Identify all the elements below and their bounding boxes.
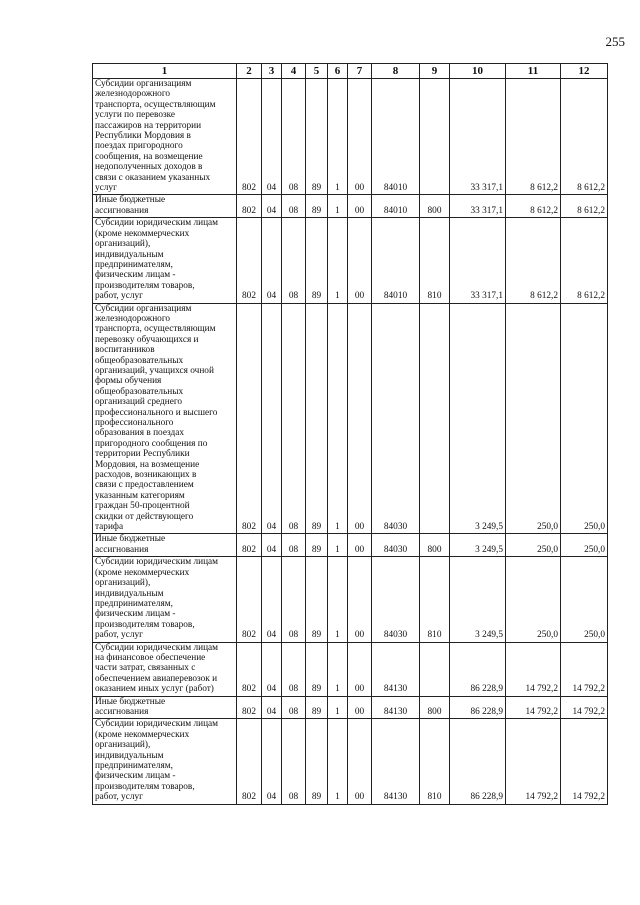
subsection-cell: 08 bbox=[282, 719, 306, 804]
event-cell: 00 bbox=[348, 534, 372, 557]
expense-type-cell bbox=[420, 642, 450, 696]
expense-name-cell bbox=[93, 642, 237, 696]
expense-name-line: указанным категориям bbox=[95, 490, 185, 501]
section-cell: 04 bbox=[262, 696, 282, 719]
amount-year3-cell: 14 792,2 bbox=[561, 642, 608, 696]
column-header-7: 7 bbox=[348, 64, 372, 79]
expense-name-line: предпринимателям, bbox=[95, 761, 173, 771]
column-header-3: 3 bbox=[262, 64, 282, 79]
expense-name-line: образования в поездах bbox=[95, 428, 185, 439]
expense-name-line: Иные бюджетные bbox=[95, 696, 166, 707]
ministry-code-cell: 802 bbox=[237, 719, 262, 804]
amount-year3-cell: 14 792,2 bbox=[561, 719, 608, 804]
event-cell: 00 bbox=[348, 696, 372, 719]
expense-name-line: поездах пригородного bbox=[95, 141, 183, 152]
page-number: 255 bbox=[605, 34, 625, 49]
event-cell: 00 bbox=[348, 303, 372, 534]
expense-name-line: территории Республики bbox=[95, 449, 190, 460]
subsection-cell: 08 bbox=[282, 534, 306, 557]
section-cell: 04 bbox=[262, 534, 282, 557]
table-row bbox=[93, 195, 608, 218]
column-header-6: 6 bbox=[328, 64, 348, 79]
expense-name-line: обеспечением авиаперевозок и bbox=[95, 673, 218, 684]
table-row bbox=[93, 696, 608, 719]
subsection-cell: 08 bbox=[282, 195, 306, 218]
expense-name-line: работ, услуг bbox=[95, 291, 143, 302]
direction-cell: 84030 bbox=[372, 534, 420, 557]
section-cell: 04 bbox=[262, 218, 282, 303]
expense-name-line: организаций), bbox=[95, 740, 151, 751]
direction-cell: 84130 bbox=[372, 642, 420, 696]
program-cell: 89 bbox=[306, 303, 328, 534]
expense-name-line: транспорта, осуществляющим bbox=[95, 99, 216, 110]
expense-name-line: формы обучения bbox=[95, 376, 162, 387]
subprogram-cell: 1 bbox=[328, 195, 348, 218]
expense-name-line: скидки от действующего bbox=[95, 511, 194, 522]
expense-name-line: производителям товаров, bbox=[95, 781, 195, 792]
amount-year1-cell: 86 228,9 bbox=[450, 642, 506, 696]
program-cell: 89 bbox=[306, 642, 328, 696]
expense-name-line: Субсидии юридическим лицам bbox=[95, 642, 219, 653]
expense-name-line: организаций), bbox=[95, 578, 151, 589]
ministry-code-cell: 802 bbox=[237, 79, 262, 195]
event-cell: 00 bbox=[348, 557, 372, 642]
amount-year3-cell: 8 612,2 bbox=[561, 79, 608, 195]
expense-name-line: Иные бюджетные bbox=[95, 534, 166, 545]
expense-type-cell bbox=[420, 79, 450, 195]
expense-name-line: Субсидии организациям bbox=[95, 79, 192, 89]
amount-year2-cell: 250,0 bbox=[506, 534, 561, 557]
ministry-code-cell: 802 bbox=[237, 218, 262, 303]
section-cell: 04 bbox=[262, 79, 282, 195]
direction-cell: 84030 bbox=[372, 557, 420, 642]
expense-name-line: Иные бюджетные bbox=[95, 195, 166, 206]
expense-name-line: Субсидии организациям bbox=[95, 303, 192, 314]
subprogram-cell: 1 bbox=[328, 79, 348, 195]
subprogram-cell: 1 bbox=[328, 557, 348, 642]
expense-type-cell: 810 bbox=[420, 719, 450, 804]
subsection-cell: 08 bbox=[282, 642, 306, 696]
expense-name-line: пассажиров на территории bbox=[95, 120, 202, 131]
expense-name-line: (кроме некоммерческих bbox=[95, 228, 190, 239]
column-header-8: 8 bbox=[372, 64, 420, 79]
expense-type-cell: 800 bbox=[420, 534, 450, 557]
expense-name-line: индивидуальным bbox=[95, 249, 164, 260]
expense-name-line: физическим лицам - bbox=[95, 609, 176, 620]
expense-type-cell: 810 bbox=[420, 557, 450, 642]
subprogram-cell: 1 bbox=[328, 303, 348, 534]
direction-cell: 84130 bbox=[372, 719, 420, 804]
expense-type-cell bbox=[420, 303, 450, 534]
event-cell: 00 bbox=[348, 719, 372, 804]
program-cell: 89 bbox=[306, 719, 328, 804]
amount-year1-cell: 3 249,5 bbox=[450, 303, 506, 534]
direction-cell: 84010 bbox=[372, 79, 420, 195]
expense-name-line: связи с предоставлением bbox=[95, 480, 194, 491]
expense-name-cell bbox=[93, 195, 237, 218]
expense-name-cell bbox=[93, 696, 237, 719]
amount-year3-cell: 250,0 bbox=[561, 557, 608, 642]
table-body bbox=[93, 79, 608, 805]
program-cell: 89 bbox=[306, 557, 328, 642]
amount-year3-cell: 8 612,2 bbox=[561, 218, 608, 303]
expense-name-line: производителям товаров, bbox=[95, 280, 195, 291]
subsection-cell: 08 bbox=[282, 303, 306, 534]
section-cell: 04 bbox=[262, 303, 282, 534]
column-header-2: 2 bbox=[237, 64, 262, 79]
subprogram-cell: 1 bbox=[328, 642, 348, 696]
table-row bbox=[93, 557, 608, 642]
expense-name-line: индивидуальным bbox=[95, 588, 164, 599]
program-cell: 89 bbox=[306, 79, 328, 195]
section-cell: 04 bbox=[262, 642, 282, 696]
amount-year1-cell: 86 228,9 bbox=[450, 719, 506, 804]
expense-name-line: Субсидии юридическим лицам bbox=[95, 218, 219, 229]
subsection-cell: 08 bbox=[282, 218, 306, 303]
amount-year3-cell: 14 792,2 bbox=[561, 696, 608, 719]
column-header-12: 12 bbox=[561, 64, 608, 79]
expense-name-line: на финансовое обеспечение bbox=[95, 652, 206, 663]
amount-year2-cell: 8 612,2 bbox=[506, 218, 561, 303]
column-header-4: 4 bbox=[282, 64, 306, 79]
amount-year2-cell: 8 612,2 bbox=[506, 195, 561, 218]
expense-name-line: индивидуальным bbox=[95, 750, 164, 761]
expense-name-line: ассигнования bbox=[95, 544, 149, 555]
ministry-code-cell: 802 bbox=[237, 534, 262, 557]
table-row bbox=[93, 534, 608, 557]
amount-year2-cell: 14 792,2 bbox=[506, 719, 561, 804]
amount-year2-cell: 250,0 bbox=[506, 303, 561, 534]
amount-year1-cell: 33 317,1 bbox=[450, 218, 506, 303]
expense-name-cell bbox=[93, 79, 237, 195]
expense-name-line: Республики Мордовия в bbox=[95, 131, 191, 142]
column-header-1: 1 bbox=[93, 64, 237, 79]
event-cell: 00 bbox=[348, 642, 372, 696]
expense-name-line: ассигнования bbox=[95, 205, 149, 216]
amount-year1-cell: 86 228,9 bbox=[450, 696, 506, 719]
amount-year1-cell: 33 317,1 bbox=[450, 195, 506, 218]
column-header-11: 11 bbox=[506, 64, 561, 79]
amount-year2-cell: 14 792,2 bbox=[506, 696, 561, 719]
table-row bbox=[93, 719, 608, 804]
amount-year1-cell: 33 317,1 bbox=[450, 79, 506, 195]
expense-name-line: граждан 50-процентной bbox=[95, 501, 190, 512]
amount-year2-cell: 250,0 bbox=[506, 557, 561, 642]
ministry-code-cell: 802 bbox=[237, 696, 262, 719]
expense-name-cell bbox=[93, 557, 237, 642]
expense-name-line: оказанием иных услуг (работ) bbox=[95, 684, 214, 695]
subprogram-cell: 1 bbox=[328, 696, 348, 719]
section-cell: 04 bbox=[262, 557, 282, 642]
amount-year3-cell: 250,0 bbox=[561, 303, 608, 534]
column-header-5: 5 bbox=[306, 64, 328, 79]
header-row bbox=[93, 64, 608, 79]
subprogram-cell: 1 bbox=[328, 218, 348, 303]
expense-name-line: физическим лицам - bbox=[95, 771, 176, 782]
section-cell: 04 bbox=[262, 195, 282, 218]
amount-year3-cell: 250,0 bbox=[561, 534, 608, 557]
expense-type-cell: 810 bbox=[420, 218, 450, 303]
expense-type-cell: 800 bbox=[420, 195, 450, 218]
expense-name-line: организаций, учащихся очной bbox=[95, 365, 214, 376]
direction-cell: 84030 bbox=[372, 303, 420, 534]
expense-name-line: производителям товаров, bbox=[95, 619, 195, 630]
expense-name-line: Мордовия, на возмещение bbox=[95, 459, 200, 470]
section-cell: 04 bbox=[262, 719, 282, 804]
expense-name-line: железнодорожного bbox=[95, 89, 171, 100]
table-row bbox=[93, 79, 608, 195]
event-cell: 00 bbox=[348, 79, 372, 195]
event-cell: 00 bbox=[348, 195, 372, 218]
ministry-code-cell: 802 bbox=[237, 642, 262, 696]
program-cell: 89 bbox=[306, 534, 328, 557]
table-row bbox=[93, 642, 608, 696]
expense-name-line: части затрат, связанных с bbox=[95, 663, 196, 674]
program-cell: 89 bbox=[306, 218, 328, 303]
expense-name-cell bbox=[93, 303, 237, 534]
subsection-cell: 08 bbox=[282, 557, 306, 642]
ministry-code-cell: 802 bbox=[237, 195, 262, 218]
amount-year3-cell: 8 612,2 bbox=[561, 195, 608, 218]
amount-year1-cell: 3 249,5 bbox=[450, 557, 506, 642]
program-cell: 89 bbox=[306, 696, 328, 719]
expense-name-line: общеобразовательных bbox=[95, 386, 184, 397]
expense-name-line: пригородного сообщения по bbox=[95, 438, 208, 449]
column-header-10: 10 bbox=[450, 64, 506, 79]
expense-name-line: профессионального bbox=[95, 418, 174, 428]
subsection-cell: 08 bbox=[282, 79, 306, 195]
expense-name-line: Субсидии юридическим лицам bbox=[95, 557, 219, 568]
expense-name-cell bbox=[93, 534, 237, 557]
subprogram-cell: 1 bbox=[328, 719, 348, 804]
expense-name-cell bbox=[93, 719, 237, 804]
expense-name-line: перевозку обучающихся и bbox=[95, 334, 199, 345]
expense-name-line: расходов, возникающих в bbox=[95, 470, 197, 481]
expense-name-line: работ, услуг bbox=[95, 630, 143, 641]
expense-name-line: тарифа bbox=[95, 522, 124, 533]
expense-name-line: профессионального и высшего bbox=[95, 407, 218, 418]
expense-name-line: ассигнования bbox=[95, 706, 149, 717]
expense-name-line: организаций среднего bbox=[95, 397, 183, 408]
expense-name-line: (кроме некоммерческих bbox=[95, 567, 190, 578]
subsection-cell: 08 bbox=[282, 696, 306, 719]
expense-name-line: (кроме некоммерческих bbox=[95, 729, 190, 740]
direction-cell: 84010 bbox=[372, 195, 420, 218]
expense-name-line: услуги по перевозке bbox=[95, 110, 176, 121]
direction-cell: 84130 bbox=[372, 696, 420, 719]
ministry-code-cell: 802 bbox=[237, 303, 262, 534]
program-cell: 89 bbox=[306, 195, 328, 218]
expense-name-line: сообщения, на возмещение bbox=[95, 151, 203, 162]
subprogram-cell: 1 bbox=[328, 534, 348, 557]
expense-name-line: связи с оказанием указанных bbox=[95, 172, 211, 183]
amount-year2-cell: 8 612,2 bbox=[506, 79, 561, 195]
expense-name-line: транспорта, осуществляющим bbox=[95, 324, 216, 335]
amount-year1-cell: 3 249,5 bbox=[450, 534, 506, 557]
expense-name-line: железнодорожного bbox=[95, 313, 171, 324]
expense-name-line: недополученных доходов в bbox=[95, 162, 203, 173]
expense-name-line: работ, услуг bbox=[95, 792, 143, 803]
expense-name-line: Субсидии юридическим лицам bbox=[95, 719, 219, 730]
table-row bbox=[93, 303, 608, 534]
expense-name-line: предпринимателям, bbox=[95, 259, 173, 270]
column-header-9: 9 bbox=[420, 64, 450, 79]
expense-name-line: воспитанников bbox=[95, 345, 155, 356]
direction-cell: 84010 bbox=[372, 218, 420, 303]
expense-type-cell: 800 bbox=[420, 696, 450, 719]
expense-name-cell bbox=[93, 218, 237, 303]
expense-name-line: организаций), bbox=[95, 239, 151, 250]
expense-name-line: физическим лицам - bbox=[95, 270, 176, 281]
table-row bbox=[93, 218, 608, 303]
ministry-code-cell: 802 bbox=[237, 557, 262, 642]
event-cell: 00 bbox=[348, 218, 372, 303]
expense-name-line: предпринимателям, bbox=[95, 598, 173, 609]
expense-name-line: общеобразовательных bbox=[95, 355, 184, 366]
amount-year2-cell: 14 792,2 bbox=[506, 642, 561, 696]
budget-table bbox=[92, 63, 608, 805]
expense-name-line: услуг bbox=[95, 183, 117, 194]
